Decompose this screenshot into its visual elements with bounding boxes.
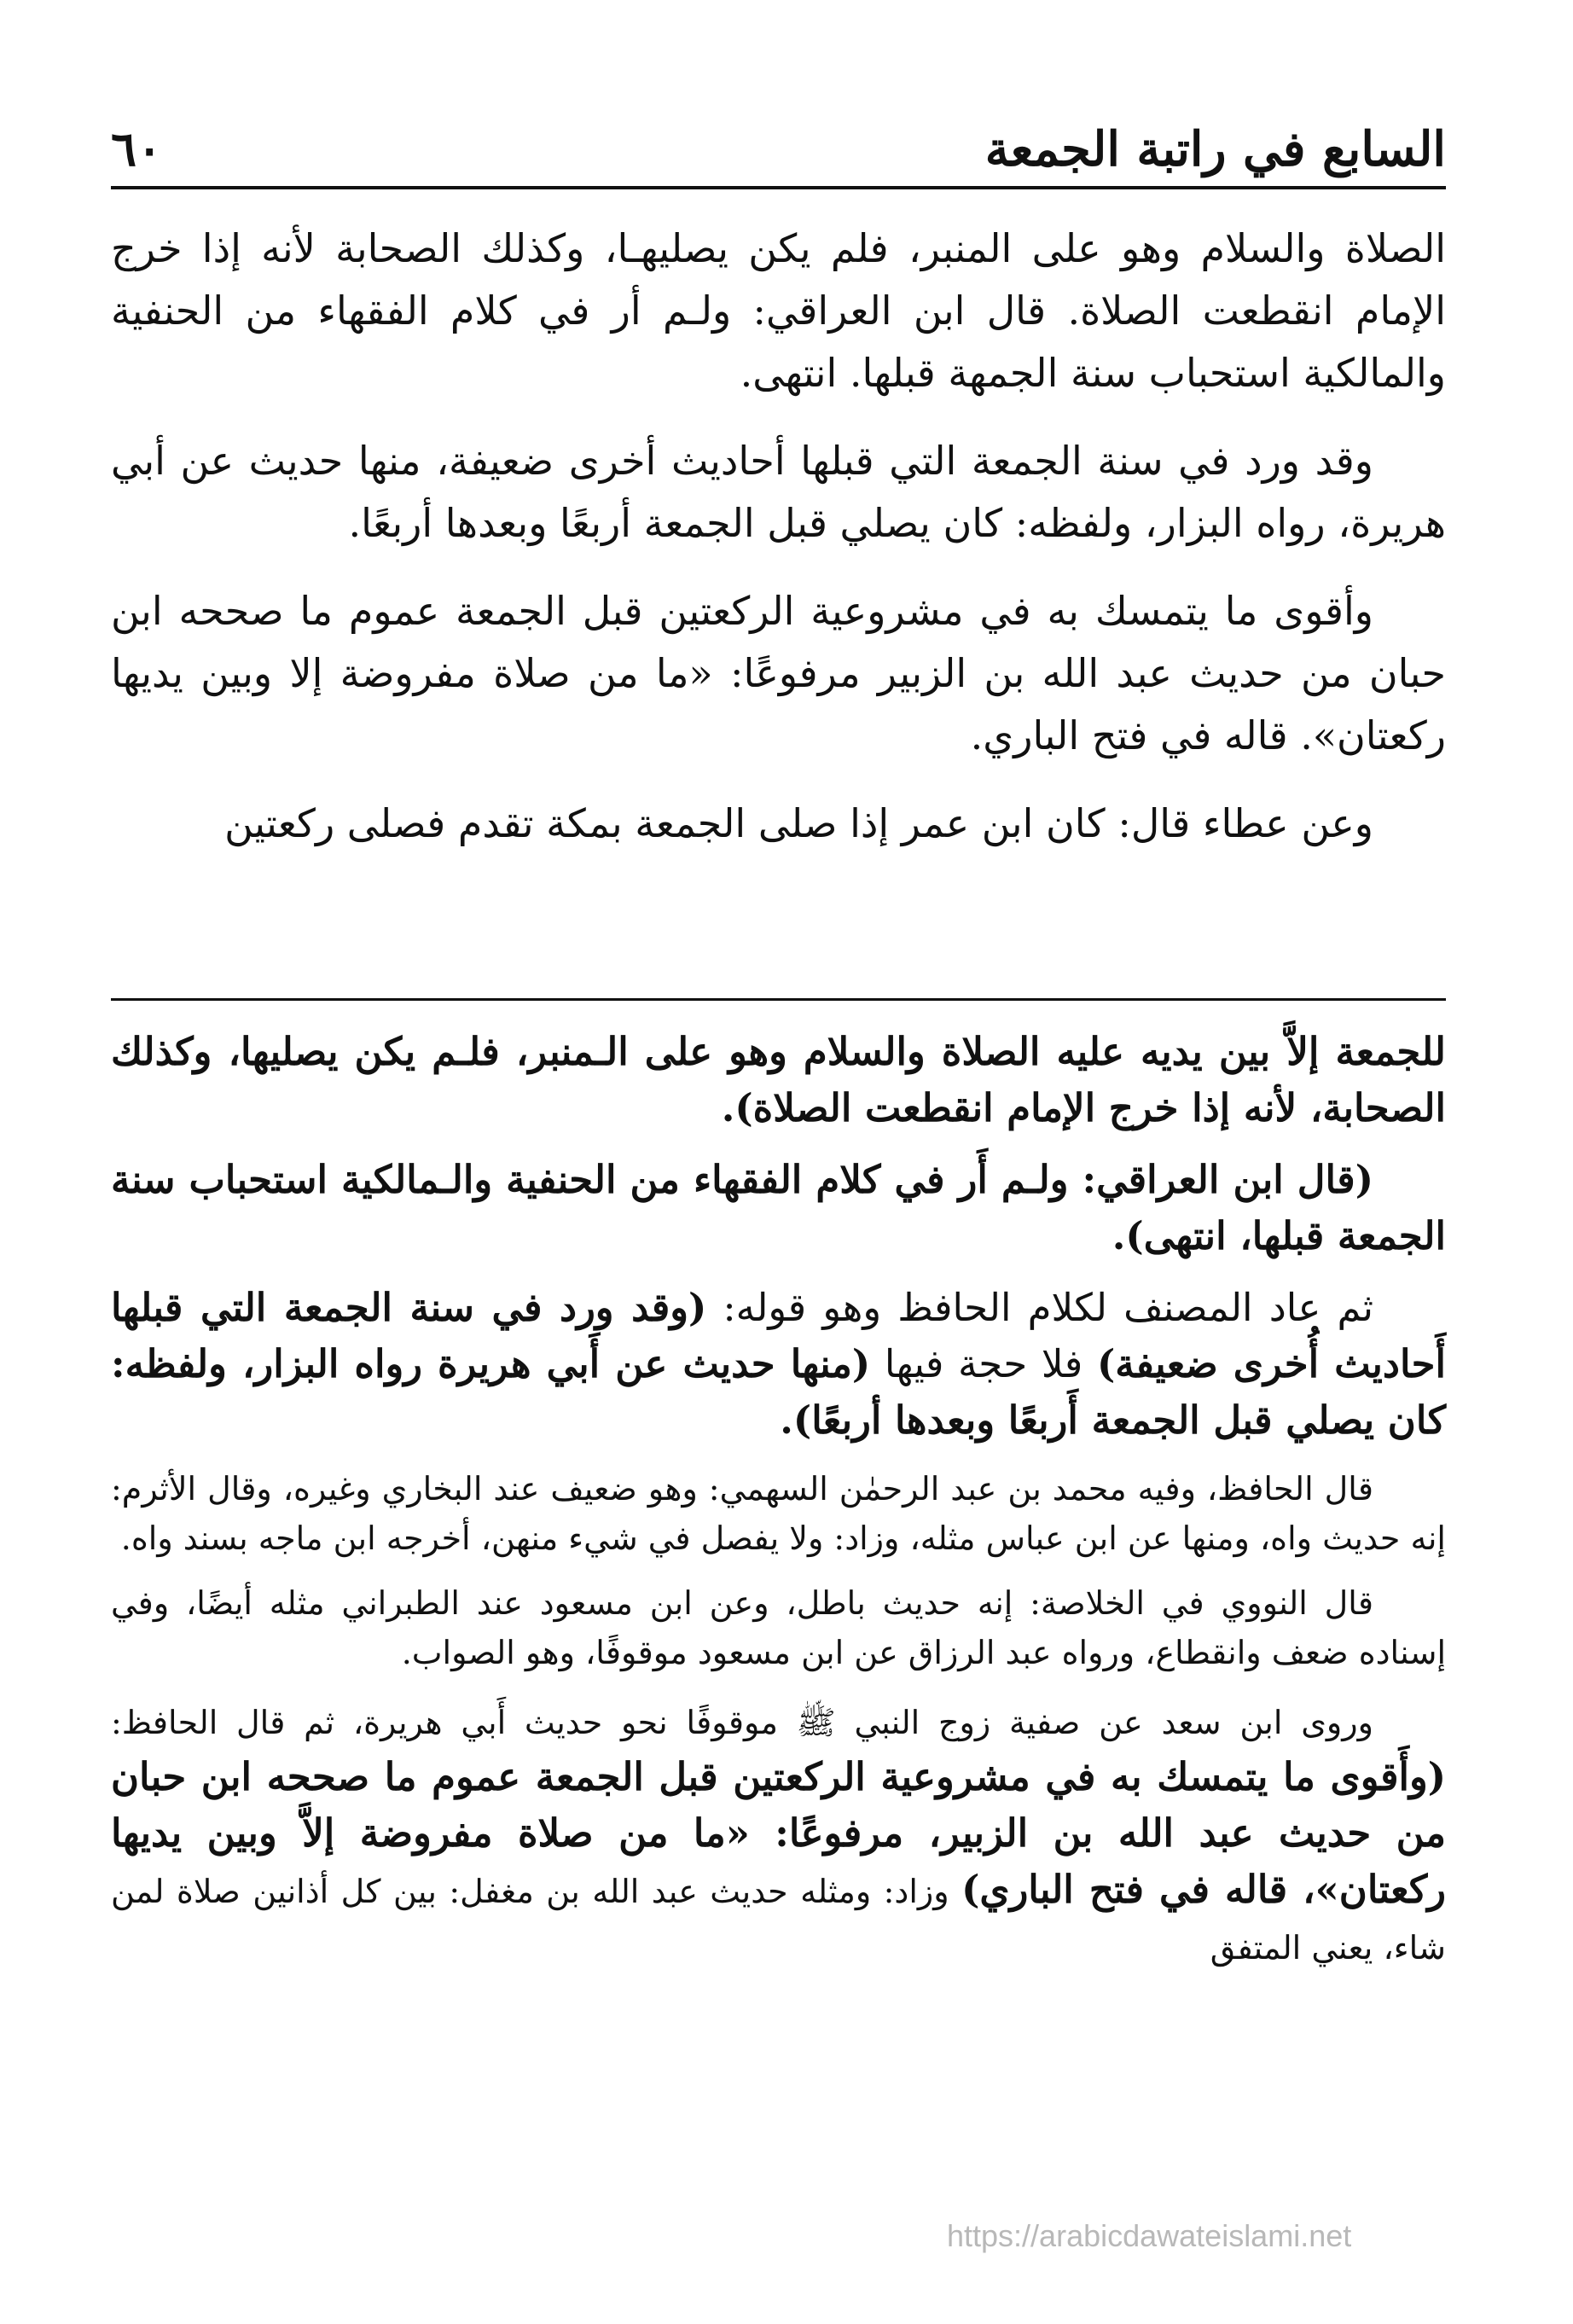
commentary-text-run: ثم عاد المصنف لكلام الحافظ وهو قوله: <box>706 1285 1373 1330</box>
quoted-text: (منها حديث عن أَبي هريرة رواه البزار، ولفظه: كان يصلي قبل الجمعة أَربعًا وبعدها أربعًا). <box>111 1341 1446 1443</box>
main-paragraph: وأقوى ما يتمسك به في مشروعية الركعتين قبل الجمعة عموم ما صححه ابن حبان من حديث عبد الله بن الزبير مرفوعًا: «ما من صلاة مفروضة إلا وبين يديها ركعتان». قاله في فتح الباري. <box>111 588 1446 758</box>
commentary-text-run: وروى ابن سعد عن صفية زوج النبي ﷺ موقوفًا نحو حديث أَبي هريرة، ثم قال الحافظ: <box>111 1704 1373 1741</box>
quoted-text: (وأَقوى ما يتمسك به في مشروعية الركعتين قبل الجمعة عموم ما صححه ابن حبان من حديث عبد الله بن الزبير، مرفوعًا: «ما من صلاة مفروضة إلاَّ وبين يديها ركعتان»، قاله في فتح الباري) <box>111 1754 1446 1912</box>
quoted-text: (قال ابن العراقي: ولـم أَر في كلام الفقهاء من الحنفية والـمالكية استحباب سنة الجمعة قبلها، انتهى). <box>111 1157 1446 1258</box>
commentary-paragraph <box>111 1280 1446 1449</box>
running-title: السابع في راتبة الجمعة <box>984 121 1446 177</box>
commentary-paragraph: قال النووي في الخلاصة: إنه حديث باطل، وعن ابن مسعود عند الطبراني مثله أيضًا، وفي إسناده ضعف وانقطاع، ورواه عبد الرزاق عن ابن مسعود موقوفًا، وهو الصواب. <box>111 1584 1446 1671</box>
commentary-divider <box>111 998 1446 1001</box>
page-number: ٦٠ <box>111 121 163 177</box>
watermark-url: https://arabicdawateislami.net <box>947 2218 1352 2253</box>
commentary-text-run: فلا حجة فيها <box>870 1341 1097 1386</box>
main-paragraph: وقد ورد في سنة الجمعة التي قبلها أحاديث أخرى ضعيفة، منها حديث عن أبي هريرة، رواه البزار، ولفظه: كان يصلي قبل الجمعة أربعًا وبعدها أربعًا. <box>111 438 1446 546</box>
quoted-text: للجمعة إلاَّ بين يديه عليه الصلاة والسلام وهو على الـمنبر، فلـم يكن يصليها، وكذلك الصحابة، لأنه إذا خرج الإمام انقطعت الصلاة). <box>111 1029 1446 1130</box>
main-paragraph: وعن عطاء قال: كان ابن عمر إذا صلى الجمعة بمكة تقدم فصلى ركعتين <box>224 800 1373 846</box>
commentary-paragraph <box>111 1024 1446 1136</box>
main-paragraph: الصلاة والسلام وهو على المنبر، فلم يكن يصليهـا، وكذلك الصحابة لأنه إذا خرج الإمام انقطعت الصلاة. قال ابن العراقي: ولـم أر في كلام الفقهاء من الحنفية والمالكية استحباب سنة الجمهة قبلها. انتهى. <box>111 225 1446 396</box>
commentary-text-run: وزاد: ومثله حديث عبد الله بن مغفل: بين كل أذانين صلاة لمن شاء، يعني المتفق <box>111 1873 1446 1967</box>
header-divider <box>111 186 1446 189</box>
commentary-paragraph <box>111 1152 1446 1264</box>
commentary-paragraph <box>111 1693 1446 1974</box>
commentary-text <box>111 1024 1446 1990</box>
page-header <box>111 115 1446 183</box>
commentary-paragraph: قال الحافظ، وفيه محمد بن عبد الرحمٰن السهمي: وهو ضعيف عند البخاري وغيره، وقال الأثرم: إنه حديث واه، ومنها عن ابن عباس مثله، وزاد: ولا يفصل في شيء منهن، أخرجه ابن ماجه بسند واه. <box>111 1470 1446 1557</box>
quoted-text: (وقد ورد في سنة الجمعة التي قبلها أَحاديث أُخرى ضعيفة) <box>111 1285 1446 1386</box>
main-text <box>111 218 1446 880</box>
